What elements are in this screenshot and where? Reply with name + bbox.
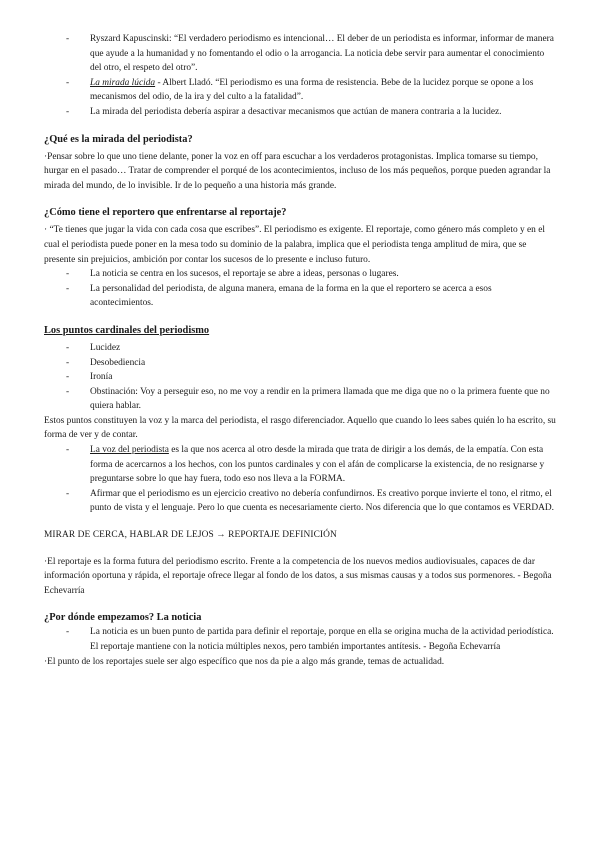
list-item: - Lucidez xyxy=(78,341,556,356)
reportaje-bullet-list xyxy=(44,267,556,311)
voz-bullet-list xyxy=(44,443,556,516)
list-item: - Desobediencia xyxy=(78,356,556,371)
quote-kapuscinski: Ryszard Kapuscinski: “El verdadero periodismo es intencional… El deber de un periodista es informar, informar de manera que ayude a la humanidad y no fomentando el odio o la arrogancia. La noticia debe servir para aumentar el conocimiento del otro, el respeto del otro”. xyxy=(90,34,554,74)
list-item xyxy=(78,443,556,487)
paragraph-noticia: ·El punto de los reportajes suele ser algo específico que nos da pie a algo más grande, temas de actualidad. xyxy=(44,656,445,667)
list-item xyxy=(78,487,556,516)
voz-del-periodista-link[interactable]: La voz del periodista xyxy=(90,445,169,456)
paragraph-mirada: ·Pensar sobre lo que uno tiene delante, poner la voz en off para escuchar a los verdaderos protagonistas. Implica tomarse su tiempo, hurgar en el pasado… Tratar de comprender el porqué de los acontecimientos, incluso de los más pequeños, porque pueden agrandar la mirada del mundo, de lo invisible. Ir de lo pequeño a una historia más grande. xyxy=(44,151,551,191)
voz-text: es la que nos acerca al otro desde la mirada que trata de dirigir a los demás, de la empatía. Con esta forma de acercarnos a los hechos, con los puntos cardinales y con el afán de complicarse la existencia, de no resignarse y preguntarse sobre lo que hay fuera, todo eso nos lleva a la FORMA. xyxy=(90,445,545,485)
list-item: - Ironía xyxy=(78,370,556,385)
heading-puntos-cardinales: Los puntos cardinales del periodismo xyxy=(44,324,210,336)
heading-reportaje: ¿Cómo tiene el reportero que enfrentarse al reportaje? xyxy=(44,207,287,219)
list-item xyxy=(78,32,556,76)
creativo-text: Afirmar que el periodismo es un ejercicio creativo no debería confundirnos. Es creativo porque invierte el tono, el ritmo, el punto de vista y el lenguaje. Pero lo que cuenta es necesariamente cierto. Nos diferencia que lo que contamos es VERDAD. xyxy=(90,488,554,514)
heading-mirar-de-cerca: MIRAR DE CERCA, HABLAR DE LEJOS → REPORTAJE DEFINICIÓN xyxy=(44,530,337,541)
intro-bullet-list xyxy=(44,32,556,120)
paragraph-puntos: Estos puntos constituyen la voz y la marca del periodista, el rasgo diferenciador. Aquello que cuando lo lees sabes quién lo ha escrito, su forma de ver y de contar. xyxy=(44,415,556,441)
list-item xyxy=(78,105,556,120)
heading-noticia: ¿Por dónde empezamos? La noticia xyxy=(44,612,202,624)
puntos-bullet-list xyxy=(44,341,556,414)
paragraph-mirar: ·El reportaje es la forma futura del periodismo escrito. Frente a la competencia de los nuevos medios audiovisuales, capaces de dar información oportuna y rápida, el reportaje ofrece llegar al fondo de los datos, a sus mismas causas y a todos sus pormenores. - Begoña Echevarría xyxy=(44,556,552,596)
list-item xyxy=(78,76,556,105)
list-item: - La noticia se centra en los sucesos, el reportaje se abre a ideas, personas o lugares. xyxy=(78,267,556,282)
book-title-link[interactable]: La mirada lúcida xyxy=(90,77,156,88)
list-item: - La personalidad del periodista, de alguna manera, emana de la forma en la que el reportero se acerca a esos acontecimientos. xyxy=(78,282,556,311)
quote-llado: - Albert Lladó. “El periodismo es una forma de resistencia. Bebe de la lucidez porque se opone a los mecanismos del odio, de la ira y del culto a la fatalidad”. xyxy=(90,77,534,103)
list-item: - Obstinación: Voy a perseguir eso, no me voy a rendir en la primera llamada que me diga que no o la primera fuente que no quiera hablar. xyxy=(78,385,556,414)
paragraph-reportaje: · “Te tienes que jugar la vida con cada cosa que escribes”. El periodismo es exigente. El reportaje, como género más completo y en el cual el periodista puede poner en la mesa todo su dominio de la palabra, implica que el periodista tenga amplitud de mira, que se presente sin prejuicios, ambición por contar los sucesos de lo presente e incluso futuro. xyxy=(44,225,545,265)
list-item: - La noticia es un buen punto de partida para definir el reportaje, porque en ella se origina mucha de la actividad periodística. El reportaje mantiene con la noticia múltiples nexos, pero también importantes antítesis. - Begoña Echevarría xyxy=(78,625,556,654)
noticia-bullet-list xyxy=(44,625,556,654)
heading-mirada: ¿Qué es la mirada del periodista? xyxy=(44,133,193,145)
lucidez-note: La mirada del periodista debería aspirar a desactivar mecanismos que actúan de manera contraria a la lucidez. xyxy=(90,106,502,117)
